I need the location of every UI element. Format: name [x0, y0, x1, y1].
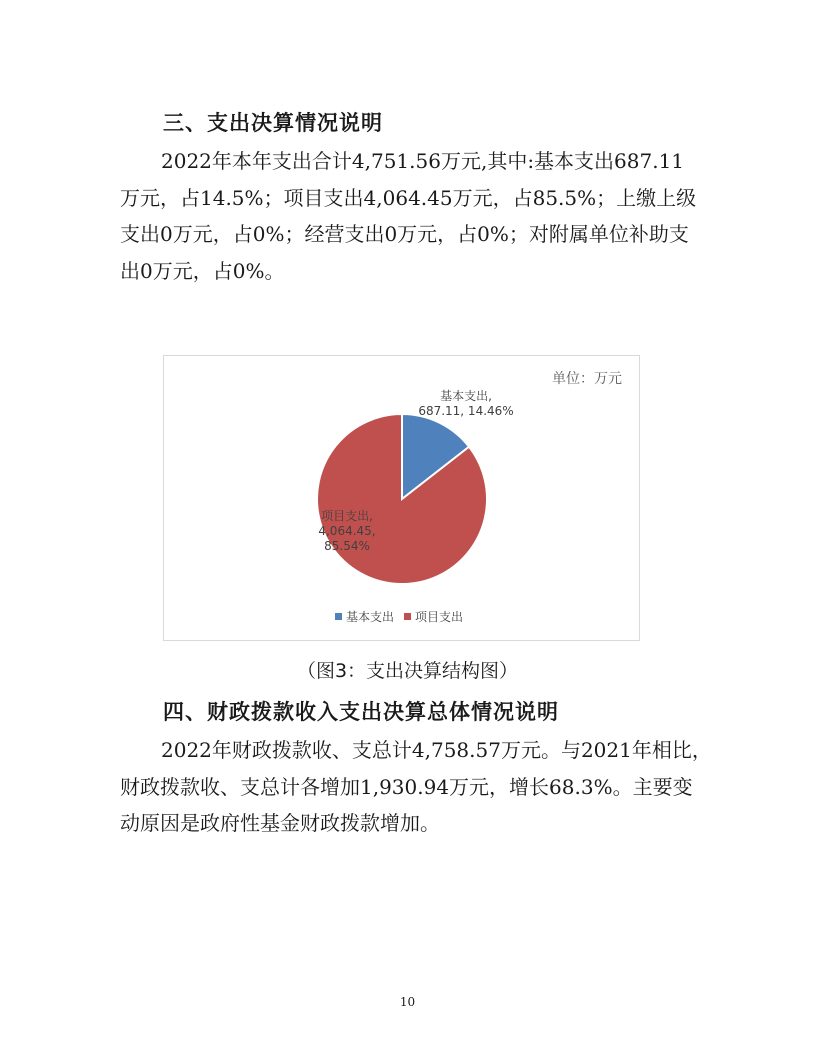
pie-chart-svg	[164, 356, 641, 642]
slice-data-label: 项目支出, 4,064.45, 85.54%	[318, 509, 376, 553]
figure-caption: （图3：支出决算结构图）	[296, 660, 519, 682]
section3-heading: 三、支出决算情况说明	[163, 111, 383, 135]
section4-paragraph	[120, 732, 712, 842]
legend-label: 基本支出	[346, 610, 395, 624]
legend-swatch	[404, 613, 411, 620]
legend-swatch	[335, 613, 342, 620]
section3-paragraph	[120, 143, 700, 289]
paragraph-line: 财政拨款收、支总计各增加1,930.94万元，增长68.3%。主要变	[120, 774, 693, 799]
paragraph-line: 万元，占14.5%；项目支出4,064.45万元，占85.5%；上缴上级	[120, 185, 697, 210]
expenditure-pie-chart	[163, 355, 640, 641]
slice-data-label: 基本支出, 687.11, 14.46%	[418, 389, 514, 418]
section4-heading: 四、财政拨款收入支出决算总体情况说明	[163, 700, 559, 724]
unit-label: 单位：万元	[552, 371, 622, 387]
paragraph-line: 2022年财政拨款收、支总计4,758.57万元。与2021年相比，	[161, 738, 712, 762]
page-number: 10	[399, 995, 416, 1009]
legend-label: 项目支出	[415, 610, 464, 624]
paragraph-line: 2022年本年支出合计4,751.56万元,其中:基本支出687.11	[161, 149, 685, 173]
paragraph-line: 支出0万元，占0%；经营支出0万元，占0%；对附属单位补助支	[120, 222, 689, 246]
paragraph-line: 动原因是政府性基金财政拨款增加。	[120, 811, 440, 835]
paragraph-line: 出0万元，占0%。	[120, 258, 285, 283]
